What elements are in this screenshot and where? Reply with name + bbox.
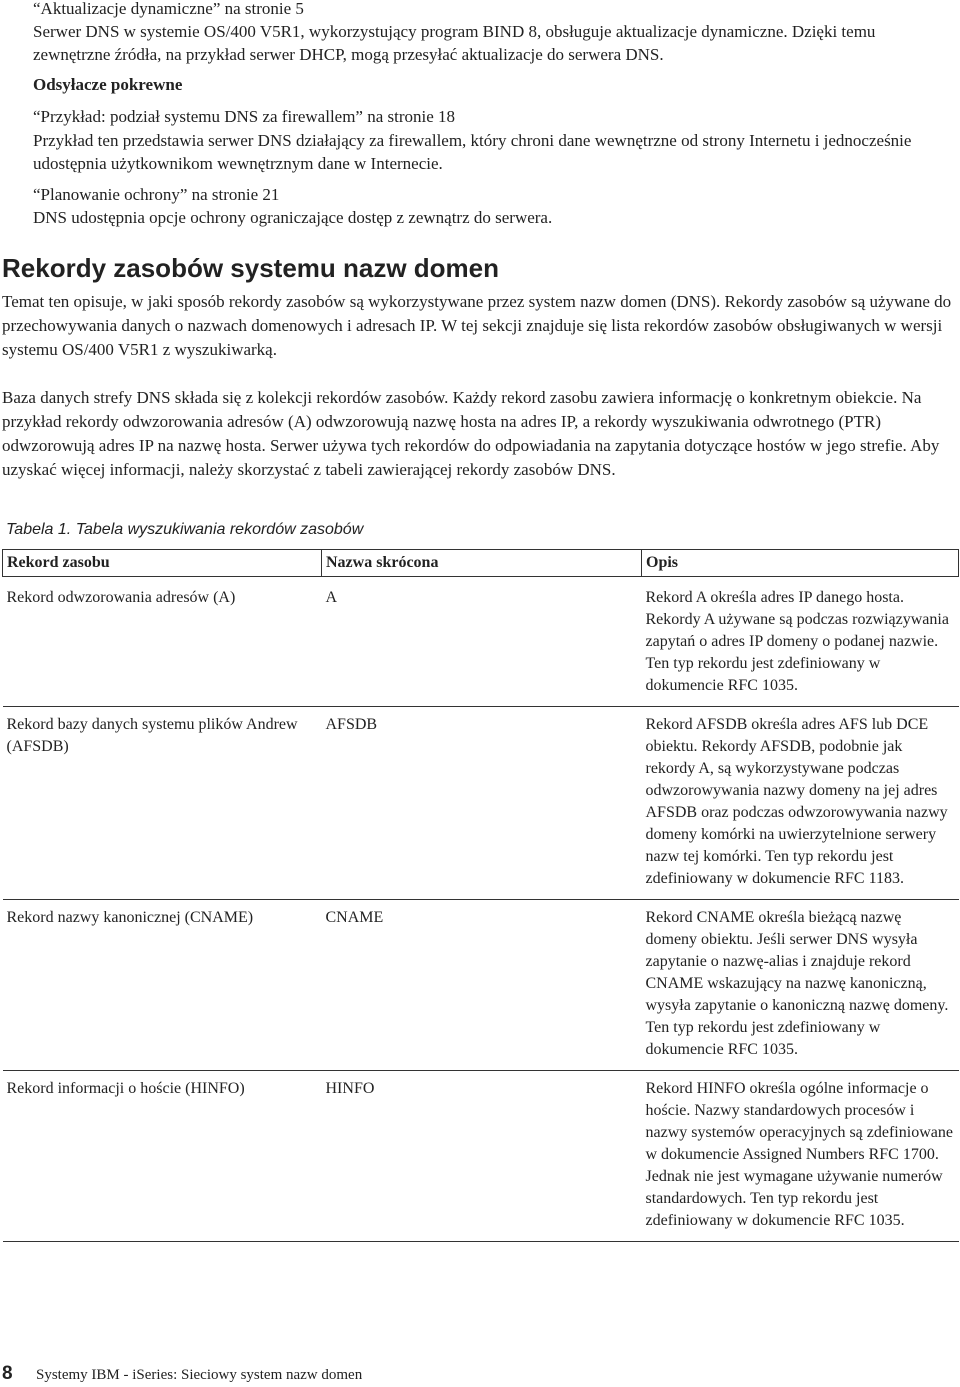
cell-description: Rekord AFSDB określa adres AFS lub DCE obiektu. Rekordy AFSDB, podobnie jak rekordy A, są wykorzystywane podczas odwzorowywania nazwy domeny na jej adres AFSDB oraz podczas odwzorowywania nazwy domeny komórki na uwierzytelnione serwery nazw tej komórki. Ten typ rekordu jest zdefiniowany w dokumencie RFC 1183. <box>642 707 959 900</box>
table-row <box>3 900 959 1071</box>
link-dynamic-updates[interactable]: “Aktualizacje dynamiczne” na stronie 5 <box>33 0 304 18</box>
cell-short-name: AFSDB <box>322 707 642 900</box>
resource-records-table <box>2 549 959 1242</box>
header-description: Opis <box>642 550 959 577</box>
footer-title: Systemy IBM - iSeries: Sieciowy system nazw domen <box>36 1367 363 1383</box>
cell-record: Rekord nazwy kanonicznej (CNAME) <box>3 900 322 1071</box>
cell-record: Rekord bazy danych systemu plików Andrew (AFSDB) <box>3 707 322 900</box>
table-row <box>3 577 959 707</box>
header-record: Rekord zasobu <box>3 550 322 577</box>
cell-short-name: HINFO <box>322 1071 642 1242</box>
section-title: Rekordy zasobów systemu nazw domen <box>2 253 500 283</box>
related-links-heading: Odsyłacze pokrewne <box>33 75 183 94</box>
table-caption: Tabela 1. Tabela wyszukiwania rekordów zasobów <box>6 521 364 538</box>
link-security-planning[interactable]: “Planowanie ochrony” na stronie 21 <box>33 185 280 204</box>
cell-record: Rekord odwzorowania adresów (A) <box>3 577 322 707</box>
link-split-dns-example[interactable]: “Przykład: podział systemu DNS za firewallem” na stronie 18 <box>33 107 456 126</box>
link-security-planning-desc: DNS udostępnia opcje ochrony ograniczające dostęp z zewnątrz do serwera. <box>33 208 553 227</box>
page-number: 8 <box>2 1363 13 1384</box>
table-row <box>3 1071 959 1242</box>
section-paragraph-1: Temat ten opisuje, w jaki sposób rekordy zasobów są wykorzystywane przez system nazw domen (DNS). Rekordy zasobów są używane do przechowywania danych o nazwach domenowych i adresach IP. W tej sekcji znajduje się lista rekordów zasobów obsługiwanych w wersji systemu OS/400 V5R1 z wyszukiwarką. <box>2 292 952 359</box>
cell-record: Rekord informacji o hoście (HINFO) <box>3 1071 322 1242</box>
link-split-dns-example-desc: Przykład ten przedstawia serwer DNS działający za firewallem, który chroni dane wewnętrzne od strony Internetu i jednocześnie udostępnia użytkownikom wewnętrznym dane w Internecie. <box>33 131 912 173</box>
cell-description: Rekord HINFO określa ogólne informacje o hoście. Nazwy standardowych procesów i nazwy systemów operacyjnych są zdefiniowane w dokumencie Assigned Numbers RFC 1700. Jednak nie jest wymagane używanie numerów standardowych. Ten typ rekordu jest zdefiniowany w dokumencie RFC 1035. <box>642 1071 959 1242</box>
link-dynamic-updates-desc: Serwer DNS w systemie OS/400 V5R1, wykorzystujący program BIND 8, obsługuje aktualizacje dynamiczne. Dzięki temu zewnętrzne źródła, na przykład serwer DHCP, mogą przesyłać aktualizacje do serwera DNS. <box>33 22 876 64</box>
header-short-name: Nazwa skrócona <box>322 550 642 577</box>
table-header-row <box>3 550 959 577</box>
section-paragraph-2: Baza danych strefy DNS składa się z kolekcji rekordów zasobów. Każdy rekord zasobu zawiera informację o konkretnym obiekcie. Na przykład rekordy odwzorowania adresów (A) odwzorowują nazwę hosta na adres IP, a rekordy wyszukiwania odwrotnego (PTR) odwzorowują adres IP na nazwę hosta. Serwer używa tych rekordów do odpowiadania na zapytania dotyczące hostów w jego strefie. Aby uzyskać więcej informacji, należy skorzystać z tabeli zawierającej rekordy zasobów DNS. <box>2 388 940 479</box>
table-row <box>3 707 959 900</box>
cell-short-name: A <box>322 577 642 707</box>
cell-description: Rekord A określa adres IP danego hosta. Rekordy A używane są podczas rozwiązywania zapytań o adres IP domeny o podanej nazwie. Ten typ rekordu jest zdefiniowany w dokumencie RFC 1035. <box>642 577 959 707</box>
cell-description: Rekord CNAME określa bieżącą nazwę domeny obiektu. Jeśli serwer DNS wysyła zapytanie o nazwę-alias i znajduje rekord CNAME wskazujący na nazwę kanoniczną, wysyła zapytanie o kanoniczną nazwę domeny. Ten typ rekordu jest zdefiniowany w dokumencie RFC 1035. <box>642 900 959 1071</box>
cell-short-name: CNAME <box>322 900 642 1071</box>
